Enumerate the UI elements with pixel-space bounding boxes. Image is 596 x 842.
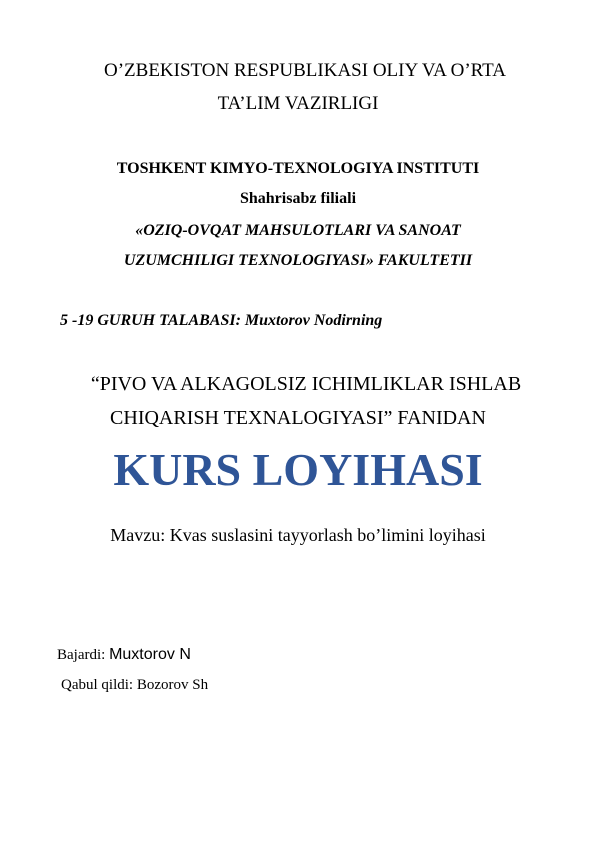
topic-line: Mavzu: Kvas suslasini tayyorlash bo’limini loyihasi	[110, 525, 486, 545]
branch-name: Shahrisabz filiali	[239, 190, 357, 207]
performed-value: Muxtorov N	[109, 646, 191, 663]
performed-by	[57, 646, 191, 664]
ministry-line-1: O’ZBEKISTON RESPUBLIKASI OLIY VA O’RTA	[104, 60, 506, 81]
faculty-line-1: «OZIQ-OVQAT MAHSULOTLARI VA SANOAT	[135, 222, 461, 239]
student-line: 5 -19 GURUH TALABASI: Muxtorov Nodirning	[60, 312, 383, 329]
accepted-by: Qabul qildi: Bozorov Sh	[61, 677, 209, 693]
performed-label: Bajardi:	[57, 647, 110, 663]
institute-name: TOSHKENT KIMYO-TEXNOLOGIYA INSTITUTI	[116, 160, 480, 177]
faculty-line-2: UZUMCHILIGI TEXNOLOGIYASI» FAKULTETII	[123, 252, 473, 269]
subject-line-2: CHIQARISH TEXNALOGIYASI” FANIDAN	[110, 407, 486, 429]
subject-line-1: “PIVO VA ALKAGOLSIZ ICHIMLIKLAR ISHLAB	[90, 373, 522, 395]
ministry-line-2: TA’LIM VAZIRLIGI	[217, 93, 379, 114]
work-title: KURS LOYIHASI	[113, 444, 483, 495]
